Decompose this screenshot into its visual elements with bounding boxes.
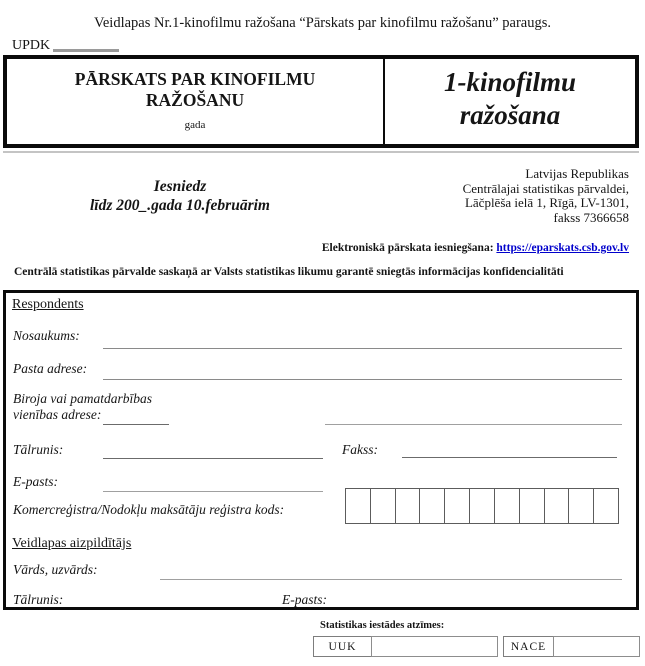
form-title-line2: RAŽOŠANU <box>145 90 245 110</box>
registry-code-cell <box>370 488 396 524</box>
updk-underline <box>53 49 119 52</box>
office-address-label-line1: Biroja vai pamatdarbības <box>13 391 153 406</box>
uuk-label: UUK <box>313 636 372 657</box>
uuk-value-cell <box>371 636 498 657</box>
recipient-address <box>309 167 629 225</box>
phone-field-label: Tālrunis: <box>13 442 64 457</box>
electronic-submission-label: Elektroniskā pārskata iesniegšana: <box>321 242 494 254</box>
nace-mark-group <box>503 636 640 657</box>
postal-address-line <box>103 379 622 380</box>
office-address-line-long <box>325 424 622 425</box>
phone-field-line <box>103 458 323 459</box>
electronic-submission-line <box>322 242 629 254</box>
email-field-label: E-pasts: <box>13 474 58 489</box>
registry-code-cell <box>494 488 520 524</box>
recipient-line: Latvijas Republikas <box>525 166 629 181</box>
filler-name-line <box>160 579 622 580</box>
title-left-cell <box>7 59 385 144</box>
postal-address-label: Pasta adrese: <box>13 361 88 376</box>
recipient-line: fakss 7366658 <box>553 209 629 225</box>
fax-field-label: Fakss: <box>342 442 378 457</box>
registry-code-cell <box>419 488 445 524</box>
email-field-line <box>103 491 323 492</box>
nace-label: NACE <box>503 636 554 657</box>
registry-code-cell <box>519 488 545 524</box>
fax-field-line <box>402 457 617 458</box>
name-field-label: Nosaukums: <box>13 328 80 343</box>
form-code-cell <box>385 59 635 144</box>
form-code-line2: ražošana <box>459 100 561 130</box>
title-box-shadow <box>3 151 639 153</box>
recipient-line: Lāčplēša ielā 1, Rīgā, LV-1301, <box>464 195 629 210</box>
registry-code-cell <box>544 488 570 524</box>
registry-code-cell <box>568 488 594 524</box>
submission-deadline <box>40 177 320 215</box>
registry-code-cell <box>444 488 470 524</box>
submission-line1: Iesniedz <box>153 178 207 195</box>
uuk-mark-group <box>313 636 498 657</box>
registry-code-label: Komercreģistra/Nodokļu maksātāju reģistra kods: <box>13 502 285 517</box>
form-caption: Veidlapas Nr.1-kinofilmu ražošana “Pārskats par kinofilmu ražošanu” paraugs. <box>93 15 551 31</box>
filler-phone-label: Tālrunis: <box>13 592 64 607</box>
office-address-line-short <box>103 424 169 425</box>
nace-value-cell <box>553 636 640 657</box>
form-code-line1: 1-kinofilmu <box>443 67 577 97</box>
respondent-box <box>3 290 639 610</box>
name-field-line <box>103 348 622 349</box>
registry-code-grid <box>345 488 619 524</box>
registry-code-cell <box>395 488 421 524</box>
registry-code-cell <box>593 488 619 524</box>
form-title-year-label: gada <box>184 119 206 131</box>
form-title-line1: PĀRSKATS PAR KINOFILMU <box>74 69 316 89</box>
recipient-line: Centrālajai statistikas pārvaldei, <box>462 180 629 196</box>
title-box <box>3 55 639 148</box>
office-address-label-line2: vienības adrese: <box>13 407 102 422</box>
registry-code-cell <box>345 488 371 524</box>
eparskats-link[interactable]: https://eparskats.csb.gov.lv <box>496 242 629 254</box>
submission-line2: līdz 200_.gada 10.februārim <box>90 197 270 214</box>
confidentiality-statement: Centrālā statistikas pārvalde saskaņā ar Valsts statistikas likumu garantē sniegtās informācijas konfidencialitāti <box>14 266 564 278</box>
updk-label: UPDK <box>12 38 51 53</box>
filler-heading: Veidlapas aizpildītājs <box>12 536 132 551</box>
respondent-heading: Respondents <box>12 297 84 312</box>
office-marks-heading: Statistikas iestādes atzīmes: <box>320 620 445 631</box>
filler-name-label: Vārds, uzvārds: <box>13 562 98 577</box>
registry-code-cell <box>469 488 495 524</box>
filler-email-label: E-pasts: <box>282 592 327 607</box>
